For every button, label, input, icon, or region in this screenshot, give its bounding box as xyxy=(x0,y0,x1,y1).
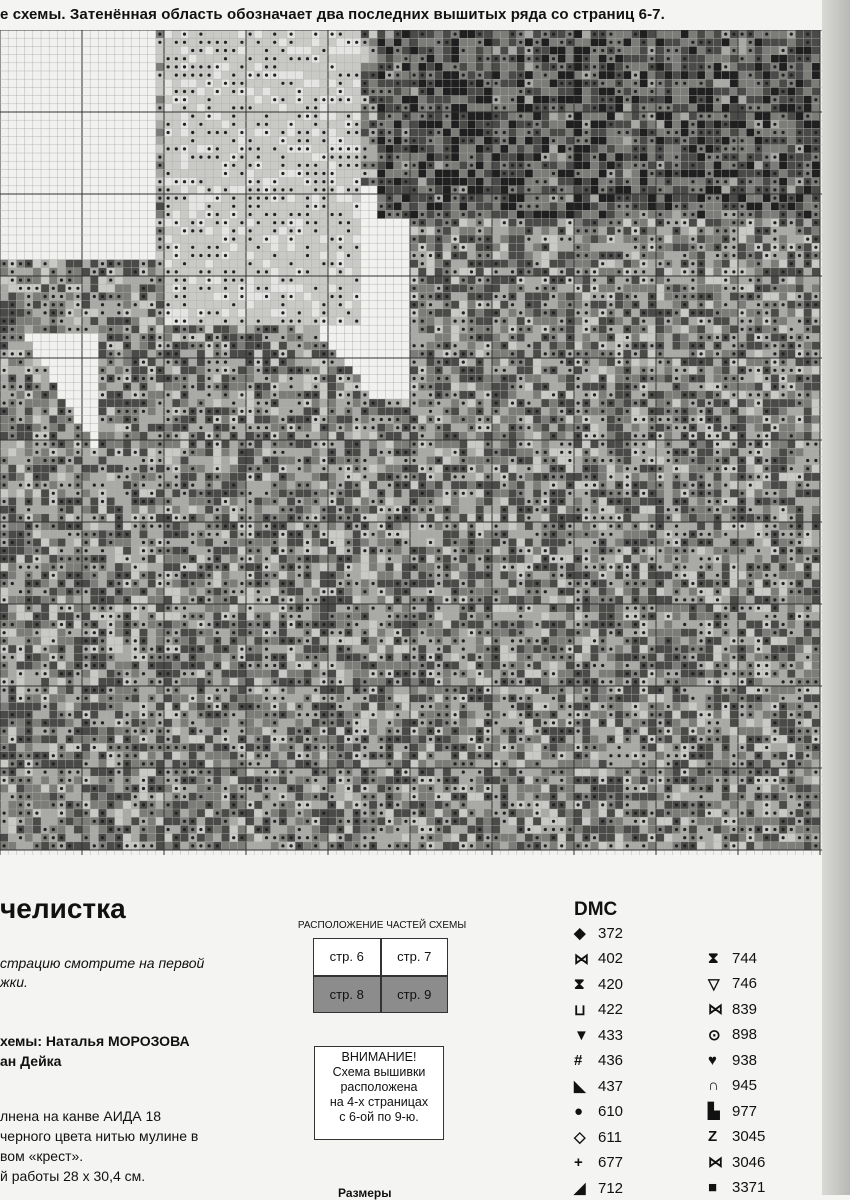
diamond-filled-icon: ◆ xyxy=(574,924,598,942)
plus-icon: + xyxy=(574,1154,598,1171)
circle-filled-icon: ● xyxy=(574,1103,598,1120)
l-block-icon: ▙ xyxy=(708,1102,732,1120)
notice-line-1: ВНИМАНИЕ! xyxy=(315,1050,443,1065)
hourglass-icon: ⧗ xyxy=(708,950,732,967)
square-filled-icon: ■ xyxy=(708,1179,732,1196)
page-header-text: е схемы. Затенённая область обозначает два последних вышитых ряда со страниц 6-7. xyxy=(0,6,850,23)
triangle-down-filled-icon: ▼ xyxy=(574,1027,598,1044)
legend-item xyxy=(708,1126,765,1148)
page-edge-shadow xyxy=(822,0,850,1195)
legend-item xyxy=(708,1100,757,1122)
hash-icon: # xyxy=(574,1052,598,1069)
legend-item xyxy=(574,948,623,970)
diamond-outline-icon: ◇ xyxy=(574,1128,598,1146)
triangle-right-icon: ◢ xyxy=(574,1179,598,1197)
legend-code: 898 xyxy=(732,1026,757,1043)
sizes-heading: Размеры xyxy=(338,1186,391,1200)
legend-item xyxy=(708,1151,765,1173)
corner-triangle-icon: ◣ xyxy=(574,1077,598,1095)
description-line-2: черного цвета нитью мулине в xyxy=(0,1128,198,1144)
cup-icon: ⊔ xyxy=(574,1001,598,1019)
legend-item xyxy=(574,1126,622,1148)
legend-item xyxy=(708,973,757,995)
legend-code: 610 xyxy=(598,1103,623,1120)
legend-code: 3371 xyxy=(732,1179,765,1196)
legend-item xyxy=(708,998,757,1020)
arch-icon: ∩ xyxy=(708,1077,732,1094)
notice-line-2: Схема вышивки xyxy=(315,1065,443,1080)
legend-code: 677 xyxy=(598,1154,623,1171)
legend-item xyxy=(574,1101,623,1123)
legend-item xyxy=(708,947,757,969)
layout-cell-page-6: стр. 6 xyxy=(314,939,380,975)
heart-icon: ♥ xyxy=(708,1052,732,1069)
article-title: челистка xyxy=(0,893,126,925)
description-line-3: вом «крест». xyxy=(0,1148,83,1164)
legend-code: 744 xyxy=(732,950,757,967)
notice-line-4: на 4-х страницах xyxy=(315,1095,443,1110)
z-letter-icon: Z xyxy=(708,1128,732,1145)
notice-line-5: с 6-ой по 9-ю. xyxy=(315,1110,443,1125)
legend-code: 433 xyxy=(598,1027,623,1044)
legend-item xyxy=(574,1177,623,1199)
bowtie-icon: ⋈ xyxy=(574,950,598,968)
chart-layout-grid xyxy=(313,938,448,1013)
circle-dot-icon: ⊙ xyxy=(708,1026,732,1044)
notice-box xyxy=(314,1046,444,1140)
legend-code: 437 xyxy=(598,1078,623,1095)
legend-item xyxy=(574,1050,623,1072)
layout-cell-page-9: стр. 9 xyxy=(382,977,448,1013)
dmc-legend-title: DMC xyxy=(574,899,617,921)
intro-line-2: жки. xyxy=(0,974,28,990)
legend-code: 839 xyxy=(732,1001,757,1018)
legend-code: 938 xyxy=(732,1052,757,1069)
legend-code: 611 xyxy=(598,1129,622,1146)
legend-code: 402 xyxy=(598,950,623,967)
legend-code: 712 xyxy=(598,1180,623,1197)
legend-item xyxy=(574,1152,623,1174)
chart-layout-title: РАСПОЛОЖЕНИЕ ЧАСТЕЙ СХЕМЫ xyxy=(292,920,472,931)
chart-layout-box xyxy=(292,920,472,1013)
legend-item xyxy=(574,1075,623,1097)
description-line-4: й работы 28 х 30,4 см. xyxy=(0,1168,145,1184)
legend-item xyxy=(574,922,623,944)
legend-code: 746 xyxy=(732,975,757,992)
legend-code: 3046 xyxy=(732,1154,765,1171)
legend-item xyxy=(574,999,623,1021)
legend-item xyxy=(708,1024,757,1046)
legend-item xyxy=(708,1075,757,1097)
hourglass-icon: ⧗ xyxy=(574,976,598,993)
legend-code: 372 xyxy=(598,925,623,942)
triangle-down-outline-icon: ▽ xyxy=(708,975,732,993)
legend-code: 945 xyxy=(732,1077,757,1094)
author-line-2: ан Дейка xyxy=(0,1053,61,1069)
legend-item xyxy=(574,1024,623,1046)
legend-item xyxy=(574,973,623,995)
legend-code: 3045 xyxy=(732,1128,765,1145)
description-line-1: лнена на канве АИДА 18 xyxy=(0,1108,161,1124)
bowtie-icon: ⋈ xyxy=(708,1153,732,1171)
layout-cell-page-8: стр. 8 xyxy=(314,977,380,1013)
legend-code: 420 xyxy=(598,976,623,993)
legend-item xyxy=(708,1177,765,1199)
legend-code: 977 xyxy=(732,1103,757,1120)
legend-item xyxy=(708,1049,757,1071)
bowtie-icon: ⋈ xyxy=(708,1000,732,1018)
legend-code: 422 xyxy=(598,1001,623,1018)
author-line-1: хемы: Наталья МОРОЗОВА xyxy=(0,1033,190,1049)
legend-code: 436 xyxy=(598,1052,623,1069)
intro-line-1: страцию смотрите на первой xyxy=(0,955,204,971)
cross-stitch-chart xyxy=(0,30,822,855)
notice-line-3: расположена xyxy=(315,1080,443,1095)
layout-cell-page-7: стр. 7 xyxy=(382,939,448,975)
